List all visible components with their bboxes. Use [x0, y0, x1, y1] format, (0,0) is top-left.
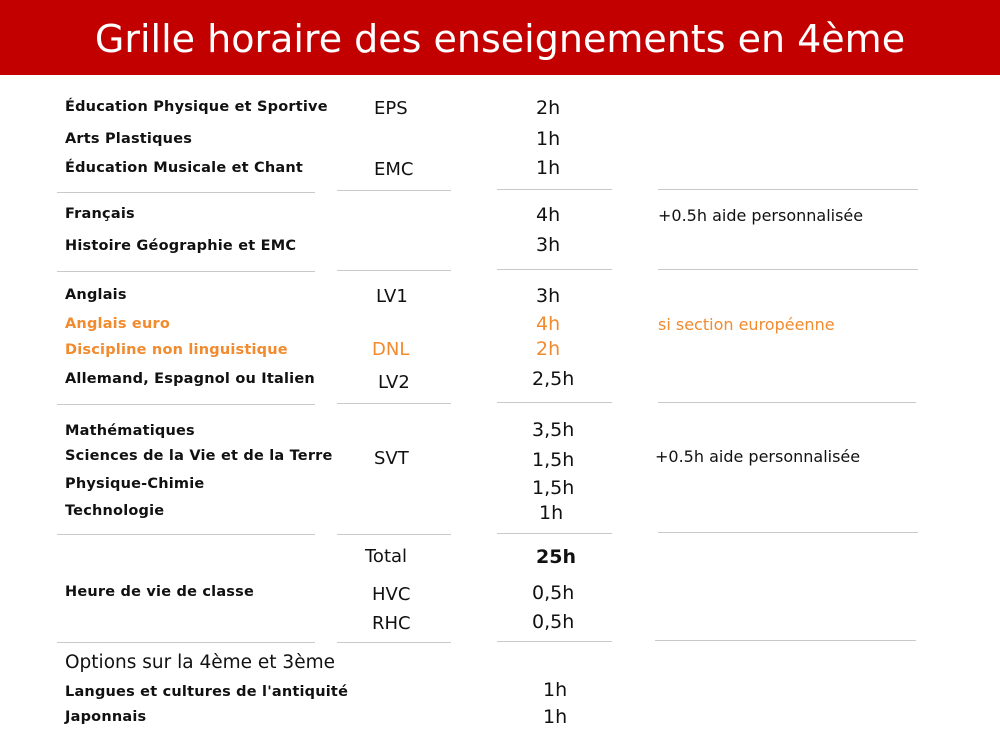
subject-eps: Éducation Physique et Sportive: [65, 99, 328, 115]
divider: [658, 189, 918, 190]
subject-svt: Sciences de la Vie et de la Terre: [65, 448, 333, 464]
abbr-svt: SVT: [374, 448, 409, 469]
hours-dnl: 2h: [536, 338, 561, 360]
subject-mathematiques: Mathématiques: [65, 423, 195, 439]
divider: [658, 532, 918, 533]
divider: [57, 642, 315, 643]
subject-physique-chimie: Physique-Chimie: [65, 476, 205, 492]
subject-heure-vie-classe: Heure de vie de classe: [65, 584, 254, 600]
hours-physique-chimie: 1,5h: [532, 477, 575, 499]
divider: [337, 190, 451, 191]
hours-histoire-geo: 3h: [536, 234, 561, 256]
hours-anglais-euro: 4h: [536, 313, 561, 335]
divider: [337, 270, 451, 271]
hours-technologie: 1h: [539, 502, 564, 524]
subject-francais: Français: [65, 206, 135, 222]
abbr-lv1: LV1: [376, 286, 408, 307]
divider: [57, 404, 315, 405]
divider: [497, 269, 612, 270]
divider: [57, 271, 315, 272]
total-hours: 25h: [536, 546, 576, 568]
abbr-hvc: HVC: [372, 584, 411, 605]
note-mathematiques: +0.5h aide personnalisée: [655, 447, 861, 466]
hours-anglais: 3h: [536, 285, 561, 307]
subject-anglais-euro: Anglais euro: [65, 316, 170, 332]
divider: [497, 641, 612, 642]
hours-eps: 2h: [536, 97, 561, 119]
abbr-emc: EMC: [374, 159, 414, 180]
subject-technologie: Technologie: [65, 503, 165, 519]
divider: [337, 534, 451, 535]
hours-svt: 1,5h: [532, 449, 575, 471]
option-langues-antiquite: Langues et cultures de l'antiquité: [65, 684, 349, 700]
hours-lv2: 2,5h: [532, 368, 575, 390]
hours-francais: 4h: [536, 204, 561, 226]
option-japonnais: Japonnais: [65, 709, 147, 725]
abbr-eps: EPS: [374, 98, 408, 119]
divider: [337, 642, 451, 643]
divider: [658, 269, 918, 270]
abbr-lv2: LV2: [378, 372, 410, 393]
abbr-rhc: RHC: [372, 613, 411, 634]
divider: [658, 402, 916, 403]
hours-arts-plastiques: 1h: [536, 128, 561, 150]
divider: [497, 402, 612, 403]
hours-rhc: 0,5h: [532, 611, 575, 633]
total-label: Total: [365, 546, 408, 567]
subject-anglais: Anglais: [65, 287, 127, 303]
divider: [57, 192, 315, 193]
hours-langues-antiquite: 1h: [543, 679, 568, 701]
divider: [655, 640, 916, 641]
options-heading: Options sur la 4ème et 3ème: [65, 652, 335, 673]
subject-education-musicale: Éducation Musicale et Chant: [65, 160, 304, 176]
subject-lv2: Allemand, Espagnol ou Italien: [65, 371, 315, 387]
divider: [497, 189, 612, 190]
abbr-dnl: DNL: [372, 339, 410, 360]
hours-hvc: 0,5h: [532, 582, 575, 604]
subject-dnl: Discipline non linguistique: [65, 342, 288, 358]
divider: [497, 533, 612, 534]
subject-arts-plastiques: Arts Plastiques: [65, 131, 193, 147]
hours-mathematiques: 3,5h: [532, 419, 575, 441]
note-francais: +0.5h aide personnalisée: [658, 206, 864, 225]
divider: [337, 403, 451, 404]
hours-japonnais: 1h: [543, 706, 568, 728]
subject-histoire-geo: Histoire Géographie et EMC: [65, 238, 297, 254]
page-title: Grille horaire des enseignements en 4ème: [0, 0, 1000, 75]
note-section-europeenne: si section européenne: [658, 315, 835, 334]
hours-education-musicale: 1h: [536, 157, 561, 179]
divider: [57, 534, 315, 535]
